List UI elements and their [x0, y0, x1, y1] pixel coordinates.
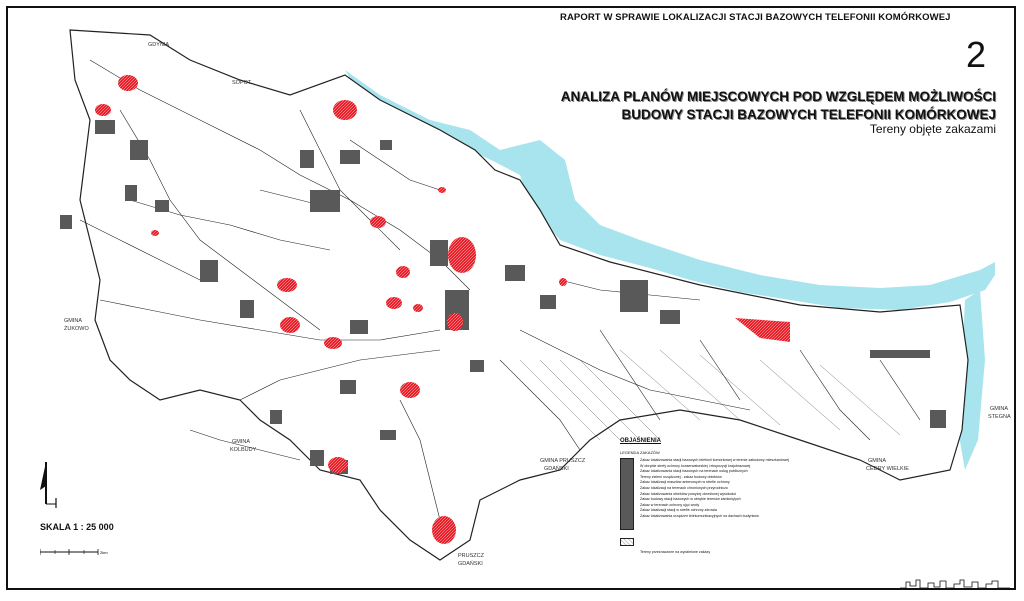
legend-item: Tereny zieleni urządzonej - zakaz budowy obiektów: [640, 474, 722, 479]
legend-title: OBJAŚNIENIA: [620, 438, 662, 444]
legend-swatch-hatch: [620, 538, 634, 546]
legend-swatches: [620, 458, 634, 546]
legend-item: Zakaz lokalizacji masztów antenowych w strefie ochrony: [640, 480, 730, 485]
place-gmina-cedry: GMINA: [868, 458, 887, 464]
place-sopot: SOPOT: [232, 80, 252, 86]
legend-item: Zakaz lokalizacji stacji w strefie ochrony zdrowia: [640, 508, 717, 513]
place-gmina-zukowo: GMINA: [64, 318, 83, 324]
place-pruszcz-city: PRUSZCZ: [458, 553, 484, 559]
legend-item: Zakaz lokalizowania urządzeń telekomunikacyjnych na dachach budynków: [640, 513, 759, 518]
legend-item: Zakaz lokalizowania stacji bazowych telefonii komórkowej w terenie zabudowy mieszkaniowej: [640, 458, 790, 462]
scale-bar: [40, 548, 110, 560]
place-cedry: CEDRY WIELKIE: [866, 466, 909, 472]
legend-items: [634, 458, 789, 520]
place-zukowo: ŻUKOWO: [64, 326, 89, 332]
place-gmina-kolbudy: GMINA: [232, 439, 251, 445]
place-gmina-pruszcz: GMINA PRUSZCZ: [540, 458, 586, 464]
legend-last-item: Tereny przeznaczone na wydzielone zakazy: [640, 550, 711, 554]
place-gdynia: GDYNIA: [148, 42, 170, 48]
legend-item: Zakaz lokalizowania obiektów powyżej określonej wysokości: [640, 491, 737, 496]
legend-item: Zakaz w terenach ochrony ujęć wody: [640, 502, 700, 507]
scale-bar-end: 2km: [100, 550, 108, 555]
place-pruszcz-gdanski: GDAŃSKI: [544, 466, 569, 472]
map-number: 2: [966, 34, 987, 75]
legend-item: Zakaz lokalizowania stacji bazowych na terenach usług publicznych: [640, 469, 748, 474]
place-kolbudy: KOLBUDY: [230, 447, 257, 453]
map-legend: [620, 438, 856, 554]
report-title: RAPORT W SPRAWIE LOKALIZACJI STACJI BAZOWYCH TELEFONII KOMÓRKOWEJ: [560, 12, 951, 23]
analysis-title: [561, 88, 996, 124]
legend-row: [620, 458, 856, 546]
analysis-title-line-2: BUDOWY STACJI BAZOWYCH TELEFONII KOMÓRKOWEJ: [621, 107, 996, 122]
map-subtitle: Tereny objęte zakazami: [869, 122, 996, 136]
legend-subtitle: LEGENDA ZAKAZÓW: [620, 450, 660, 455]
place-gmina-stegna: GMINA: [990, 406, 1009, 412]
place-pruszcz-city-2: GDAŃSKI: [458, 561, 483, 567]
legend-item: W obrębie strefy ochrony konserwatorskiej i ekspozycji krajobrazowej: [640, 463, 751, 468]
legend-item: Zakaz budowy stacji bazowych w obrębie terenów zamkniętych: [640, 497, 741, 502]
decorative-strip: [900, 578, 1012, 590]
scale-label: SKALA 1 : 25 000: [40, 522, 114, 532]
place-stegna: STEGNA: [988, 414, 1011, 420]
north-arrow-icon: [38, 460, 64, 510]
legend-item: Zakaz lokalizacji na terenach chronionych przyrodniczo: [640, 485, 728, 490]
analysis-title-line-1: ANALIZA PLANÓW MIEJSCOWYCH POD WZGLĘDEM MOŻLIWOŚCI: [560, 89, 996, 104]
legend-swatch-dark: [620, 458, 634, 530]
